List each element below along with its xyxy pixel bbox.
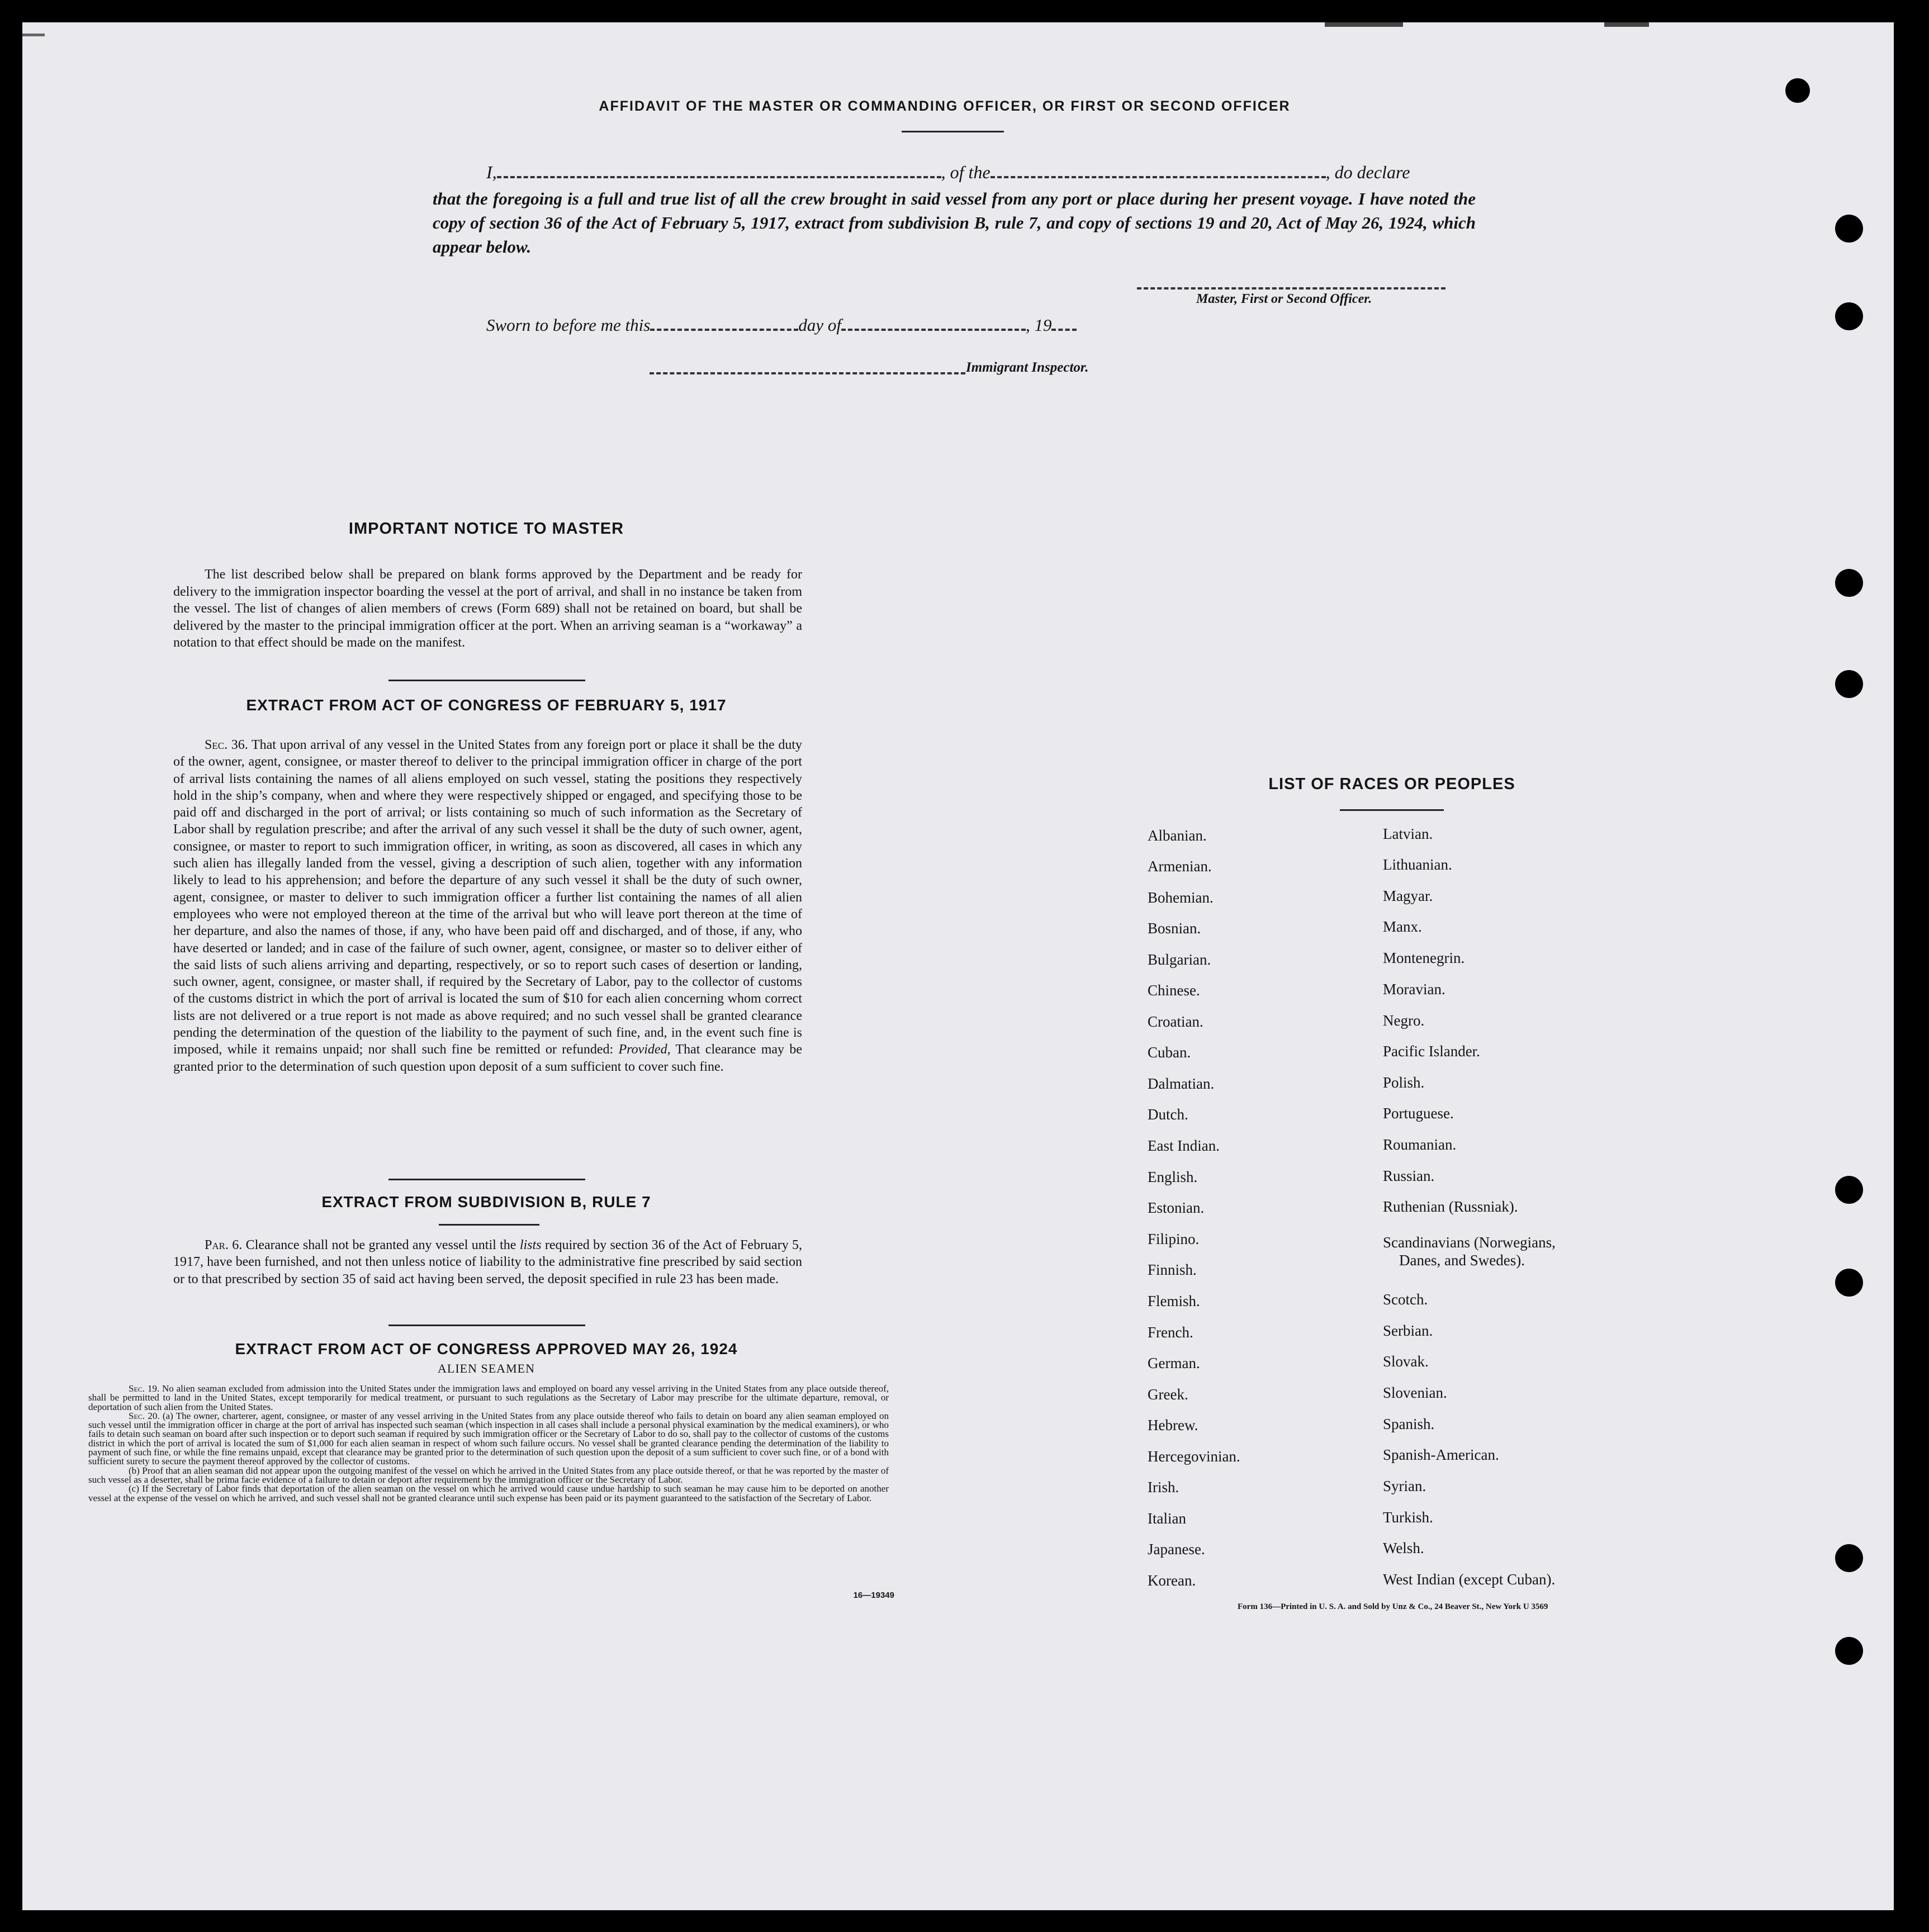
notice-title: IMPORTANT NOTICE TO MASTER — [348, 520, 624, 538]
par-6-label: Par. 6. — [205, 1238, 243, 1252]
punch-hole — [1835, 670, 1863, 698]
race-item: Filipino. — [1148, 1231, 1200, 1247]
extract-1917-body — [173, 737, 802, 1075]
race-item: Estonian. — [1148, 1199, 1205, 1216]
affidavit-body: that the foregoing is a full and true list of all the crew brought in said vessel from any port or place during her present voyage. I have noted the copy of section 36 of the Act of February 5, 1917, extract from subdivision B, rule 7, and copy of sections 19 and 20, Act of May 26, 1924, which appear below. — [433, 189, 1476, 257]
race-item: Greek. — [1148, 1386, 1188, 1403]
affidavit-do-declare-label: , do declare — [1325, 162, 1410, 182]
extract-rule7-title-rule — [439, 1224, 539, 1226]
race-item: Bulgarian. — [1148, 951, 1211, 968]
race-item: Turkish. — [1383, 1509, 1433, 1526]
race-item: Japanese. — [1148, 1541, 1205, 1558]
section-20a — [88, 1412, 889, 1466]
notice-rule — [388, 680, 585, 681]
punch-hole — [1785, 78, 1810, 103]
race-item: Irish. — [1148, 1479, 1179, 1496]
race-item: Lithuanian. — [1383, 856, 1452, 873]
punch-hole — [1835, 1637, 1863, 1665]
sworn-year-field[interactable] — [1051, 329, 1077, 331]
par-6-text-a: Clearance shall not be granted any vessel until the — [245, 1238, 516, 1252]
race-item: Slovenian. — [1383, 1384, 1447, 1401]
affidavit-of-the-label: , of the — [941, 162, 990, 182]
section-20-label: Sec. 20. — [129, 1410, 160, 1421]
race-item: Slovak. — [1383, 1353, 1429, 1370]
race-item: Scotch. — [1383, 1291, 1428, 1308]
race-item: French. — [1148, 1324, 1193, 1341]
race-item: Spanish-American. — [1383, 1446, 1499, 1463]
race-item: Manx. — [1383, 918, 1422, 935]
race-item: West Indian (except Cuban). — [1383, 1571, 1556, 1588]
race-item: Scandinavians (Norwegians, — [1383, 1234, 1556, 1251]
print-code: 16—19349 — [853, 1591, 894, 1600]
race-item: Dutch. — [1148, 1106, 1188, 1123]
race-item: Bohemian. — [1148, 889, 1214, 906]
proviso-text: That clearance may be granted prior to the determination of such question upon deposit of a sum sufficient to cover such fine. — [173, 1042, 803, 1074]
race-item: Ruthenian (Russniak). — [1383, 1198, 1518, 1215]
races-title-rule — [1340, 809, 1444, 811]
race-item: East Indian. — [1148, 1137, 1220, 1154]
section-19 — [88, 1384, 889, 1412]
race-item: Latvian. — [1383, 825, 1433, 842]
extract-1924-body — [88, 1384, 889, 1503]
race-item: Montenegrin. — [1383, 950, 1465, 966]
punch-hole — [1835, 302, 1863, 330]
race-item: Cuban. — [1148, 1044, 1191, 1061]
punch-hole — [1835, 569, 1863, 597]
race-item: Welsh. — [1383, 1540, 1424, 1556]
form-print-line: Form 136—Printed in U. S. A. and Sold by Unz & Co., 24 Beaver St., New York U 3569 — [1238, 1602, 1548, 1611]
section-20c: (c) If the Secretary of Labor finds that deportation of the alien seaman on the vessel on which he arrived would cause undue hardship to such seaman he may cause him to be deported on another vessel at the expense of the vessel on which he arrived, and such vessel shall not be granted clearance until such expense has been paid or its payment guaranteed to the satisfaction of the Secretary of Labor. — [88, 1483, 889, 1503]
races-title: LIST OF RACES OR PEOPLES — [1268, 775, 1515, 793]
race-item: Finnish. — [1148, 1261, 1197, 1278]
extract-1917-title: EXTRACT FROM ACT OF CONGRESS OF FEBRUARY 5, 1917 — [246, 696, 727, 714]
race-item: Albanian. — [1148, 827, 1207, 844]
inspector-signature-line[interactable] — [650, 372, 965, 374]
race-item: Syrian. — [1383, 1478, 1426, 1494]
vessel-name-field[interactable] — [990, 176, 1326, 178]
race-item: Croatian. — [1148, 1013, 1203, 1030]
extract-rule7-rule — [388, 1325, 585, 1326]
race-item: German. — [1148, 1355, 1200, 1371]
race-item: Hebrew. — [1148, 1417, 1198, 1433]
section-19-label: Sec. 19. — [129, 1383, 160, 1394]
race-item: Dalmatian. — [1148, 1075, 1215, 1092]
scan-mark — [1604, 22, 1649, 27]
scan-mark — [1325, 22, 1403, 27]
inspector-label: Immigrant Inspector. — [966, 360, 1089, 375]
section-20a-text: (a) The owner, charterer, agent, consignee, or master of any vessel arriving in the United States from any place outside thereof who fails to detain on board any alien seaman employed on such vessel until the immigration officer in charge at the port of arrival has inspected such seaman (which inspection in all cases shall include a personal physical examination by the medical examiners), or who fails to detain such seaman on board after such inspection or to deport such seaman if required by such immigration officer or the Secretary of Labor to do so, shall pay to the collector of customs of the customs district in which the port of arrival is located the sum of $1,000 for each alien seaman in respect of whom such failure occurs. No vessel shall be granted clearance pending the determination of the liability to payment of such fine, or while the fine remains unpaid, except that clearance may be granted prior to the determination of such question upon the deposit of a sum sufficient to cover such fine, or of a bond with sufficient surety to secure the payment thereof approved by the collector of customs. — [88, 1410, 889, 1467]
affidavit-title: AFFIDAVIT OF THE MASTER OR COMMANDING OFFICER, OR FIRST OR SECOND OFFICER — [599, 98, 1291, 114]
affidavit-i-label: I, — [486, 162, 497, 182]
race-item: Magyar. — [1383, 887, 1433, 904]
par-6-text-b: required by section 36 of the Act of February 5, 1917, have been furnished, and not then unless notice of liability to the administrative fine prescribed by said section or to that prescribed by section 35 of said act having been served, the deposit specified in rule 23 has been made. — [173, 1238, 803, 1287]
sworn-label: Sworn to before me this — [486, 315, 651, 335]
race-item: Serbian. — [1383, 1322, 1433, 1339]
race-item: Hercegovinian. — [1148, 1448, 1240, 1465]
section-19-text: No alien seaman excluded from admission into the United States under the immigration laws and employed on board any vessel arriving in the United States from any place outside thereof, shall be permitted to land in the United States, except temporarily for medical treatment, or pursuant to such regulations as the Secretary of Labor may prescribe for the ultimate departure, removal, or deportation of such alien from the United States. — [88, 1383, 889, 1412]
affidavit-title-rule — [902, 131, 1004, 132]
extract-rule7-body — [173, 1237, 802, 1288]
punch-hole — [1835, 1176, 1863, 1204]
sworn-line — [486, 315, 1213, 335]
race-item: Italian — [1148, 1510, 1186, 1527]
affidavit-declaration-line — [486, 162, 1476, 183]
race-item: Pacific Islander. — [1383, 1043, 1480, 1060]
section-20b: (b) Proof that an alien seaman did not appear upon the outgoing manifest of the vessel on which he arrived in the United States from any place outside thereof, or that he was reported by the master of such vessel as a deserter, shall be prima facie evidence of a failure to detain or deport after requirement by the immigration officer or the Secretary of Labor. — [88, 1465, 889, 1485]
race-item: Roumanian. — [1383, 1136, 1457, 1153]
race-item: English. — [1148, 1169, 1198, 1185]
race-item: Korean. — [1148, 1572, 1196, 1589]
race-item: Polish. — [1383, 1074, 1425, 1091]
race-item: Russian. — [1383, 1167, 1435, 1184]
punch-hole — [1835, 1269, 1863, 1297]
race-item: Bosnian. — [1148, 920, 1201, 937]
race-item: Moravian. — [1383, 981, 1445, 998]
race-item: Flemish. — [1148, 1293, 1200, 1309]
year-prefix-label: , 19 — [1025, 315, 1052, 335]
punch-hole — [1835, 1544, 1863, 1572]
section-36-label: Sec. 36. — [205, 738, 248, 752]
race-item: Portuguese. — [1383, 1105, 1454, 1122]
par-6-lists-word: lists — [519, 1238, 542, 1252]
sworn-day-field[interactable] — [650, 329, 798, 331]
master-signature-label: Master, First or Second Officer. — [1196, 292, 1372, 306]
proviso-label: Provided, — [618, 1042, 671, 1057]
extract-1924-title: EXTRACT FROM ACT OF CONGRESS APPROVED MAY 26, 1924 — [235, 1340, 738, 1357]
section-36-text: That upon arrival of any vessel in the United States from any foreign port or place it shall be the duty of the owner, agent, consignee, or master thereof to deliver to the principal immigration officer in charge of the port of arrival lists containing the names of all aliens employed on such vessel, stating the positions they respectively hold in the ship’s company, when and where they were respectively shipped or engaged, and specifying those to be paid off and discharged in the port of arrival; or lists containing so much of such information as the Secretary of Labor shall by regulation prescribe; and after the arrival of any such vessel it shall be the duty of such owner, agent, consignee, or master to report to such immigration officer, in writing, as soon as discovered, all cases in which any such alien has illegally landed from the vessel, giving a description of such alien, together with any information likely to lead to his apprehension; and before the departure of any such vessel it shall be the duty of such owner, agent, consignee, or master to deliver to such immigration officer a further list containing the names of all alien employees who were not employed thereon at the time of the arrival but who will leave port thereon at the time of her departure, and also the names of those, if any, who have been paid off and discharged, and of those, if any, who have deserted or landed; and in case of the failure of such owner, agent, consignee, or master so to deliver either of the said lists of such aliens arriving and departing, respectively, or so to report such cases of desertion or landing, such owner, agent, consignee, or master shall, if required by the Secretary of Labor, pay to the collector of customs of the customs district in which the port of arrival is located the sum of $10 for each alien concerning whom correct lists are not delivered or a true report is not made as above required; and no such vessel shall be granted clearance pending the determination of the question of the liability to the payment of such fine, and, in the event such fine is imposed, while it remains unpaid; nor shall such fine be remitted or refunded: — [173, 738, 802, 1057]
race-item: Chinese. — [1148, 982, 1200, 999]
extract-1924-subtitle: ALIEN SEAMEN — [438, 1361, 535, 1375]
extract-rule7-title: EXTRACT FROM SUBDIVISION B, RULE 7 — [321, 1193, 651, 1211]
punch-hole — [1835, 215, 1863, 243]
master-name-field[interactable] — [497, 176, 941, 178]
sworn-month-field[interactable] — [841, 329, 1026, 331]
race-item: Spanish. — [1383, 1416, 1435, 1432]
scan-mark — [22, 34, 45, 36]
notice-body: The list described below shall be prepared on blank forms approved by the Department and be ready for delivery to the immigration inspector boarding the vessel at the port of arrival, and shall in no instance be taken from the vessel. The list of changes of alien members of crews (Form 689) shall not be retained on board, but shall be delivered by the master to the principal immigration officer at the port. When an arriving seaman is a “workaway” a notation to that effect should be made on the manifest. — [173, 567, 802, 650]
race-item: Negro. — [1383, 1012, 1425, 1029]
race-item: Danes, and Swedes). — [1399, 1252, 1525, 1269]
master-signature-line[interactable] — [1137, 287, 1445, 289]
day-of-label: day of — [798, 315, 841, 335]
race-item: Armenian. — [1148, 858, 1212, 875]
extract-1917-rule — [388, 1179, 585, 1180]
